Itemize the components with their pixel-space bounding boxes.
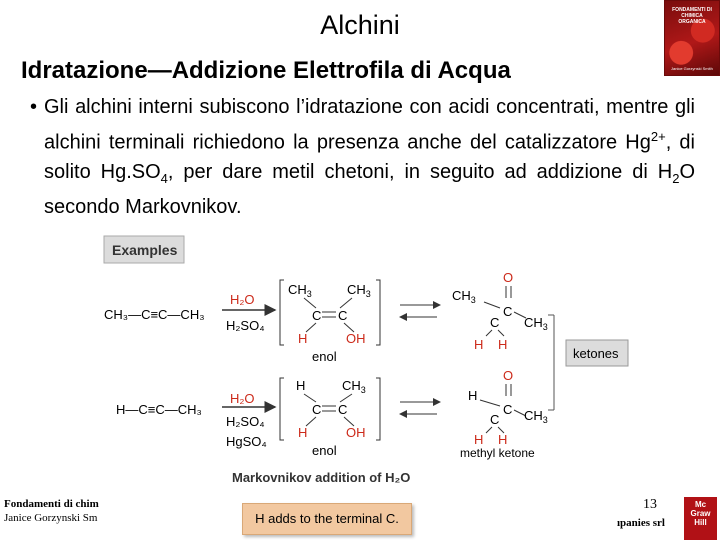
reagent-water-2: H₂O <box>230 391 255 406</box>
bullet-point <box>30 93 695 222</box>
book-cover-author: Janice Gorzynski Smith <box>671 66 713 71</box>
enol1-ch3-left: $CH_3$ <box>288 282 312 299</box>
alkyne-2-butyne: CH₃—C≡C—CH₃ <box>104 307 205 322</box>
page-number: 13 <box>643 497 657 512</box>
book-cover-image <box>664 0 720 76</box>
enol-bracket-right-2 <box>376 378 380 440</box>
bullet-dot-icon: • <box>30 96 38 118</box>
enol2-bond <box>306 417 316 426</box>
ketone2-oxygen: O <box>503 368 514 383</box>
enol2-carbon: C <box>312 402 322 417</box>
book-cover-title: FONDAMENTI DI CHIMICA ORGANICA <box>672 7 712 25</box>
markovnikov-caption: Markovnikov addition of H₂O <box>232 470 411 485</box>
mcgraw-hill-logo: Mc Graw Hill <box>684 497 717 540</box>
ketone1-bond <box>498 330 504 336</box>
ketone1-bond <box>484 302 500 308</box>
ketone2-carbon: C <box>490 412 500 427</box>
terminal-carbon-note: H adds to the terminal C. <box>242 503 412 535</box>
ketone2-carbon: C <box>503 402 513 417</box>
reagent-sulfuric-acid-2: H₂SO₄ <box>226 414 265 429</box>
reagent-sulfuric-acid-1: H₂SO₄ <box>226 318 265 333</box>
examples-label: Examples <box>112 242 178 258</box>
enol1-bond <box>306 323 316 332</box>
ketone2-h: H <box>468 388 478 403</box>
enol2-oh: OH <box>346 425 366 440</box>
ketone1-ch3-left: $CH_3$ <box>452 288 476 305</box>
methyl-ketone-label: methyl ketone <box>460 446 535 460</box>
enol1-oh: OH <box>346 331 366 346</box>
enol1-ch3-right: $CH_3$ <box>347 282 371 299</box>
ketone1-bond <box>486 330 492 336</box>
enol2-bond <box>304 394 316 402</box>
enol-bracket-left-2 <box>280 378 284 440</box>
ketone1-carbon: C <box>503 304 513 319</box>
ketone2-ch3: $CH_3$ <box>524 408 548 425</box>
enol1-bond <box>304 298 316 308</box>
ketone1-ch3-right: $CH_3$ <box>524 315 548 332</box>
slide-subtitle: Idratazione—Addizione Elettrofila di Acqua <box>21 57 511 84</box>
bullet-text: Gli alchini interni subiscono l’idratazione con acidi concentrati, mentre gli alchini terminali richiedono la presenza anche del catalizzatore $Hg^{2+}$, di solito $Hg.SO_4$, per dare metil chetoni, in seguito ad addizione di $H_2O$ secondo Markovnikov. <box>44 96 695 218</box>
enol2-bond <box>340 394 352 402</box>
slide-title: Alchini <box>320 10 400 40</box>
enol1-carbon: C <box>312 308 322 323</box>
reaction-diagram <box>0 230 720 490</box>
alkyne-propyne: H—C≡C—CH₃ <box>116 402 202 417</box>
ketone1-h: H <box>474 337 484 352</box>
enol-bracket-right-1 <box>376 280 380 345</box>
ketone2-bond <box>480 400 500 406</box>
enol-bracket-left-1 <box>280 280 284 345</box>
enol2-h: H <box>298 425 308 440</box>
enol1-carbon: C <box>338 308 348 323</box>
footer-book-title: Fondamenti di chim <box>4 498 99 510</box>
footer-credits <box>4 497 99 525</box>
enol-label-2: enol <box>312 443 337 458</box>
reagent-mercuric-sulfate: HgSO₄ <box>226 434 267 449</box>
footer-company: ıpanies srl <box>617 517 665 529</box>
ketone1-h: H <box>498 337 508 352</box>
enol2-carbon: C <box>338 402 348 417</box>
ketone2-h: H <box>498 432 508 447</box>
ketone1-carbon: C <box>490 315 500 330</box>
ketone2-h: H <box>474 432 484 447</box>
enol1-h: H <box>298 331 308 346</box>
enol-label-1: enol <box>312 349 337 364</box>
ketone2-bond <box>486 427 492 433</box>
ketone1-oxygen: O <box>503 270 514 285</box>
enol2-ch3: $CH_3$ <box>342 378 366 395</box>
enol2-h: H <box>296 378 306 393</box>
ketones-label: ketones <box>573 346 619 361</box>
enol1-bond <box>340 298 352 308</box>
reagent-water-1: H₂O <box>230 292 255 307</box>
footer-author: Janice Gorzynski Sm <box>4 512 98 524</box>
